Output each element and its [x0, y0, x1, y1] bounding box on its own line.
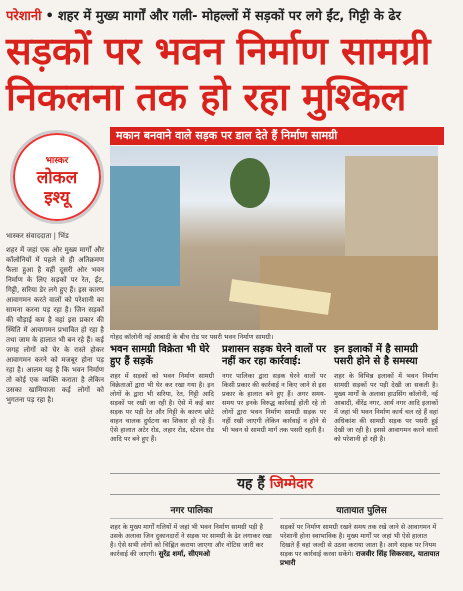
responsible-municipality	[110, 503, 273, 585]
local-issue-badge	[10, 130, 104, 224]
column-2	[222, 344, 326, 462]
headline-line-1: सड़कों पर भवन निर्माण सामग्री	[6, 29, 431, 73]
badge-mid: लोकल	[36, 168, 78, 188]
column-1-title: भवन सामग्री विक्रेता भी घेरे हुए हैं सड़कें	[110, 344, 210, 367]
column-3-body: शहर के विभिन्न इलाकों में भवन निर्माण सामग्री सड़कों पर पड़ी देखी जा सकती है। मुख्य मार्गों के अलावा हाउसिंग कॉलोनी, नई आबादी, वीरेंद्र नगर, आर्य नगर आदि इलाकों में जहां भी भवन निर्माण कार्य चल रहे हैं वहां अधिकांश की सामग्री सड़क पर पसरी हुई देखी जा रही है। इससे आवागमन करने वालों को परेशानी हो रही है।	[334, 372, 438, 443]
story-columns	[110, 344, 438, 462]
responsibility-highlight: जिम्मेदार	[269, 476, 314, 492]
column-2-body: नगर पालिका द्वारा सड़क घेरने वालों पर किसी प्रकार की कार्रवाई न किए जाने से इस प्रकार के हालात बने हुए हैं। अगर समय- समय पर इनके विरुद्ध कार्रवाई होती रहे तो लोगों द्वारा भवन निर्माण सामग्री सड़क पर नहीं रखी जाएगी लेकिन कार्रवाई न होने से भी भवन से सामग्री मार्ग तक पसरी रहती है।	[222, 372, 326, 434]
headline-line-2: निकलना तक हो रहा मुश्किल	[6, 75, 407, 119]
badge-top: भास्कर	[45, 156, 69, 166]
responsible-traffic-police	[280, 503, 443, 585]
photo-strip-caption: मकान बनवाने वाले सड़क पर डाल देते हैं निर्माण सामग्री	[110, 127, 444, 145]
resp-1-text: शहर के मुख्य मार्गों गलियों में जहां भी भवन निर्माण सामग्री पड़ी है उसके अलावा जिन दुकानदारों ने सड़क पर सामग्री के ढेर लगाकर रखा है। ऐसे सभी लोगों को चिह्नित कराया जाएगा और नोटिस जारी कर कार्रवाई की जाएगी।	[110, 523, 272, 558]
resp-2-title: यातायात पुलिस	[280, 503, 443, 519]
resp-2-body	[280, 523, 443, 568]
resp-1-title: नगर पालिका	[110, 503, 273, 519]
kicker-line	[6, 6, 457, 28]
tree	[230, 158, 270, 208]
column-1	[110, 344, 214, 462]
resp-2-text: सड़कों पर निर्माण सामग्री रखने समय तक रखे जाने से आवागमन में परेशानी होना स्वाभाविक है। मुख्य मार्गों पर जहां भी ऐसे हालात दिखते हैं वहां जल्दी से उठवा कराया जाता है। आगे सड़क पर नियम सड़क पर कार्रवाई करवा सकेंगे।	[280, 523, 437, 558]
left-column	[6, 124, 104, 581]
resp-1-signature: सुरेंद्र शर्मा, सीएमओ	[158, 550, 210, 558]
building-left	[110, 166, 180, 286]
kicker-dot: •	[45, 9, 54, 24]
photo-caption: गोहद कॉलोनी नई आबादी के बीच रोड पर पसरी भवन निर्माण सामग्री।	[110, 333, 274, 341]
resp-2-signature: राजवीर सिंह सिकरवार, यातायात प्रभारी	[280, 550, 440, 567]
kicker-text: शहर में मुख्य मार्गों और गली- मोहल्लों में सड़कों पर लगे ईंट, गिट्टी के ढेर	[57, 9, 401, 24]
responsibility-prefix: यह हैं	[236, 476, 265, 492]
responsibility-heading	[110, 473, 440, 495]
badge-bottom: इश्यू	[44, 188, 70, 208]
kicker-label: परेशानी	[6, 9, 42, 24]
column-1-body: शहर में सड़कों को भवन निर्माण सामग्री विक्रेताओं द्वारा भी घेर कर रखा गया है। इन लोगों के द्वारा भी सरिया, रेत, गिट्टी आदि सड़कों पर रखी जा रही है। ऐसे में कई बार सड़क पर पड़ी रेत और गिट्टी के कारण छोटे वाहन चालक दुर्घटना का शिकार हो रहे हैं। ऐसे हालात अटेर रोड, लहार रोड, स्टेशन रोड आदि पर बने हुए हैं।	[110, 372, 214, 443]
street-photo	[110, 146, 438, 330]
byline: भास्कर संवाददाता | भिंड	[6, 232, 69, 240]
left-body-text: शहर में जहां एक ओर मुख्य मार्गों और कॉलोनियों में पहले से ही अतिक्रमण फैला हुआ है वहीं दूसरी ओर भवन निर्माण के लिए सड़कों पर रेत, ईंट, गिट्टी, सरिया डेर लगे हुए हैं। इस कारण आवागमन करते वालों को परेशानी का सामना करना पड़ रहा है। जिन सड़कों की चौड़ाई कम है वहां इस प्रकार की स्थिति में आवागमन प्रभावित हो रहा है तथा जाम के हालात भी बन रहे हैं। कई जगह लोगों को घेर के रास्ते होकर आवागमन करने को मजबूर होना पड़ रहा है। आलम यह है कि भवन निर्माण तो कोई एक व्यक्ति कराता है लेकिन उसका खामियाजा कई लोगों को भुगतना पड़ रहा है।	[6, 246, 104, 404]
column-3-title: इन इलाकों में है सामग्री पसरी होने से है समस्या	[334, 344, 418, 367]
resp-1-body	[110, 523, 273, 559]
column-3	[334, 344, 438, 462]
column-2-title: प्रशासन सड़क घेरने वालों पर नहीं कर रहा कार्रवाई:	[222, 344, 326, 367]
